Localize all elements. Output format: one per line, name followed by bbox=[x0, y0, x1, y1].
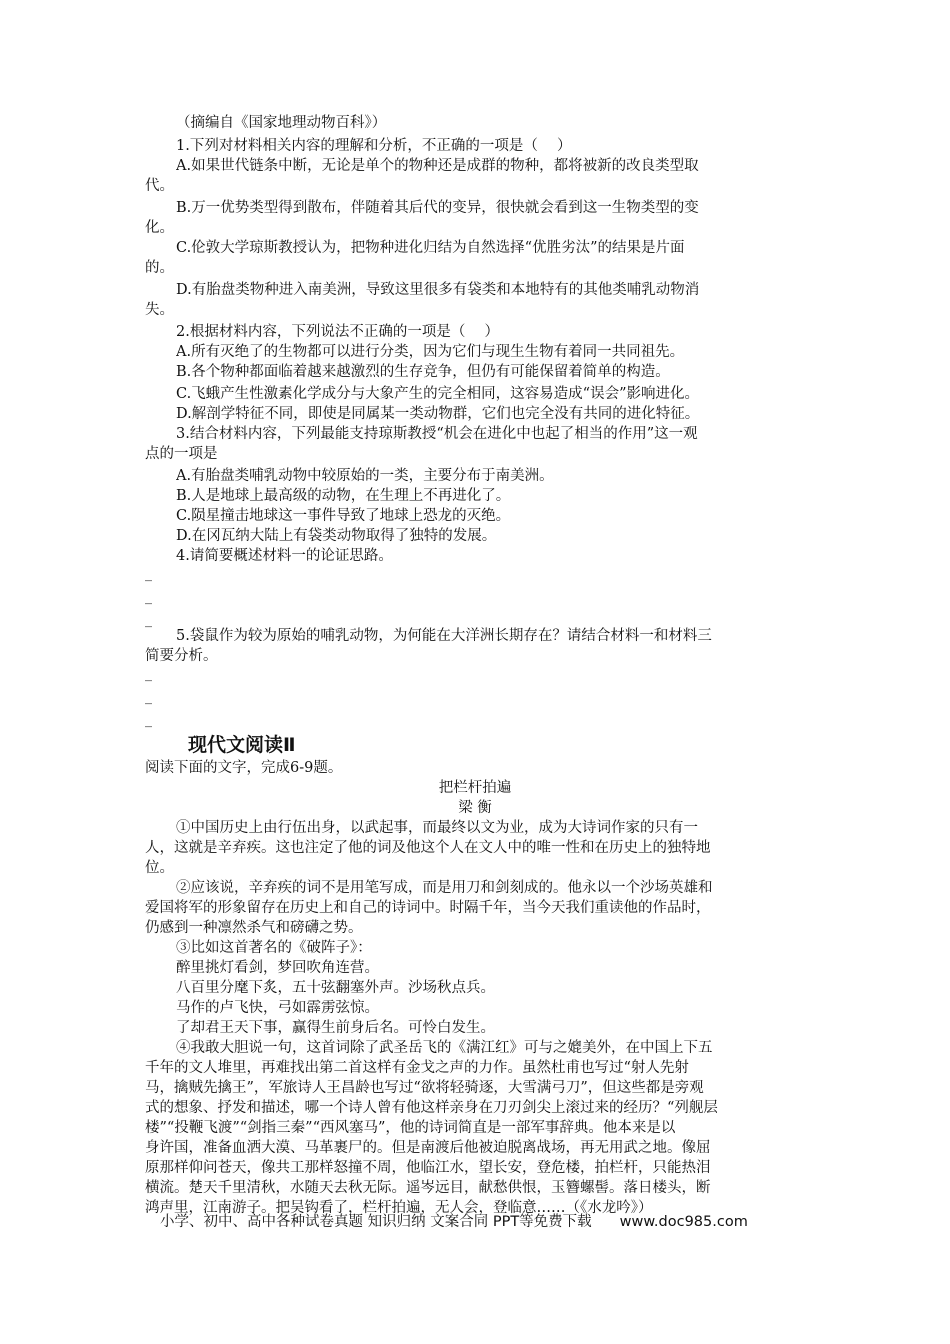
q1-option-b-cont: 化。 bbox=[145, 220, 174, 236]
paragraph-line: 原那样仰问苍天，像共工那样怒撞不周，他临江水，望长安，登危楼，拍栏杆，只能热泪 bbox=[145, 1160, 711, 1176]
paragraph-line: 千年的文人堆里，再难找出第二首这样有金戈之声的力作。虽然杜甫也写过“射人先射 bbox=[145, 1060, 689, 1076]
poem-line: 醉里挑灯看剑，梦回吹角连营。 bbox=[176, 960, 379, 976]
footer-text: 小学、初中、高中各种试卷真题 知识归纳 文案合同 PPT等免费下载 bbox=[160, 1214, 592, 1230]
paragraph-line: 鸿声里，江南游子。把吴钩看了，栏杆拍遍，无人会，登临意……（《水龙吟》） bbox=[145, 1200, 653, 1216]
paragraph-line: 身许国，准备血洒大漠、马革裹尸的。但是南渡后他被迫脱离战场，再无用武之地。像屈 bbox=[145, 1140, 711, 1156]
q3-option-d: D.在冈瓦纳大陆上有袋类动物取得了独特的发展。 bbox=[176, 528, 497, 544]
question-5: 5.袋鼠作为较为原始的哺乳动物，为何能在大洋洲长期存在？请结合材料一和材料三 bbox=[176, 628, 712, 644]
source-note: （摘编自《国家地理动物百科》） bbox=[176, 115, 387, 131]
question-3: 3.结合材料内容，下列最能支持琼斯教授“机会在进化中也起了相当的作用”这一观 bbox=[176, 426, 698, 442]
q3-option-b: B.人是地球上最高级的动物，在生理上不再进化了。 bbox=[176, 488, 511, 504]
q1-option-a-cont: 代。 bbox=[145, 178, 174, 194]
article-title: 把栏杆拍遍 bbox=[438, 780, 512, 796]
q3-option-a: A.有胎盘类哺乳动物中较原始的一类，主要分布于南美洲。 bbox=[176, 468, 554, 484]
paragraph-line: 人，这就是辛弃疾。这也注定了他的词及他这个人在文人中的唯一性和在历史上的独特地 bbox=[145, 840, 711, 856]
paragraph-line: ②应该说，辛弃疾的词不是用笔写成，而是用刀和剑刻成的。他永以一个沙场英雄和 bbox=[176, 880, 713, 896]
question-1: 1.下列对材料相关内容的理解和分析，不正确的一项是（ ） bbox=[176, 138, 572, 154]
paragraph-line: 横流。楚天千里清秋，水随天去秋无际。遥岑远目，献愁供恨，玉簪螺髻。落日楼头，断 bbox=[145, 1180, 711, 1196]
q3-option-c: C.陨星撞击地球这一事件导致了地球上恐龙的灭绝。 bbox=[176, 508, 511, 524]
q2-option-a: A.所有灭绝了的生物都可以进行分类，因为它们与现生生物有着同一共同祖先。 bbox=[176, 344, 685, 360]
paragraph-line: 位。 bbox=[145, 860, 174, 876]
q2-option-c: C.飞蛾产生性激素化学成分与大象产生的完全相同，这容易造成“误会”影响进化。 bbox=[176, 386, 700, 402]
paragraph-line: 仍感到一种凛然杀气和磅礴之势。 bbox=[145, 920, 363, 936]
answer-blank: _ bbox=[145, 666, 152, 682]
poem-line: 八百里分麾下炙，五十弦翻塞外声。沙场秋点兵。 bbox=[176, 980, 495, 996]
q1-option-c: C.伦敦大学琼斯教授认为，把物种进化归结为自然选择“优胜劣汰”的结果是片面 bbox=[176, 240, 685, 256]
poem-line: 了却君王天下事，赢得生前身后名。可怜白发生。 bbox=[176, 1020, 495, 1036]
q1-option-a: A.如果世代链条中断，无论是单个的物种还是成群的物种，都将被新的改良类型取 bbox=[176, 158, 699, 174]
paragraph-line: 马，擒贼先擒王”，军旅诗人王昌龄也写过“欲将轻骑逐，大雪满弓刀”，但这些都是旁观 bbox=[145, 1080, 704, 1096]
page-footer bbox=[160, 1212, 748, 1232]
section-title: 现代文阅读Ⅱ bbox=[188, 734, 296, 756]
footer-site-link[interactable]: www.doc985.com bbox=[619, 1214, 748, 1230]
question-4: 4.请简要概述材料一的论证思路。 bbox=[176, 548, 393, 564]
q1-option-d-cont: 失。 bbox=[145, 302, 174, 318]
q1-option-c-cont: 的。 bbox=[145, 260, 174, 276]
instruction: 阅读下面的文字，完成6-9题。 bbox=[145, 760, 343, 776]
answer-blank: _ bbox=[145, 566, 152, 582]
answer-blank: _ bbox=[145, 689, 152, 705]
q2-option-d: D.解剖学特征不同，即使是同属某一类动物群，它们也完全没有共同的进化特征。 bbox=[176, 406, 700, 422]
paragraph-line: 爱国将军的形象留存在历史上和自己的诗词中。时隔千年，当今天我们重读他的作品时， bbox=[145, 900, 711, 916]
q1-option-b: B.万一优势类型得到散布，伴随着其后代的变异，很快就会看到这一生物类型的变 bbox=[176, 200, 699, 216]
poem-line: 马作的卢飞快，弓如霹雳弦惊。 bbox=[176, 1000, 379, 1016]
paragraph-line: ①中国历史上由行伍出身，以武起事，而最终以文为业，成为大诗词作家的只有一 bbox=[176, 820, 698, 836]
answer-blank: _ bbox=[145, 589, 152, 605]
answer-blank: _ bbox=[145, 612, 152, 628]
answer-blank: _ bbox=[145, 712, 152, 728]
paragraph-line: ③比如这首著名的《破阵子》： bbox=[176, 940, 372, 956]
question-2: 2.根据材料内容，下列说法不正确的一项是（ ） bbox=[176, 324, 499, 340]
paragraph-line: ④我敢大胆说一句，这首词除了武圣岳飞的《满江红》可与之媲美外，在中国上下五 bbox=[176, 1040, 713, 1056]
article-author: 梁 衡 bbox=[458, 800, 492, 816]
q1-option-d: D.有胎盘类物种进入南美洲，导致这里很多有袋类和本地特有的其他类哺乳动物消 bbox=[176, 282, 700, 298]
q2-option-b: B.各个物种都面临着越来越激烈的生存竞争，但仍有可能保留着简单的构造。 bbox=[176, 364, 670, 380]
paragraph-line: 楼”“投鞭飞渡”“剑指三秦”“西风塞马”，他的诗词简直是一部军事辞典。他本来是以 bbox=[145, 1120, 676, 1136]
question-5-cont: 简要分析。 bbox=[145, 648, 218, 664]
question-3-cont: 点的一项是 bbox=[145, 446, 218, 462]
paragraph-line: 式的想象、抒发和描述，哪一个诗人曾有他这样亲身在刀刃剑尖上滚过来的经历？“列舰层 bbox=[145, 1100, 718, 1116]
